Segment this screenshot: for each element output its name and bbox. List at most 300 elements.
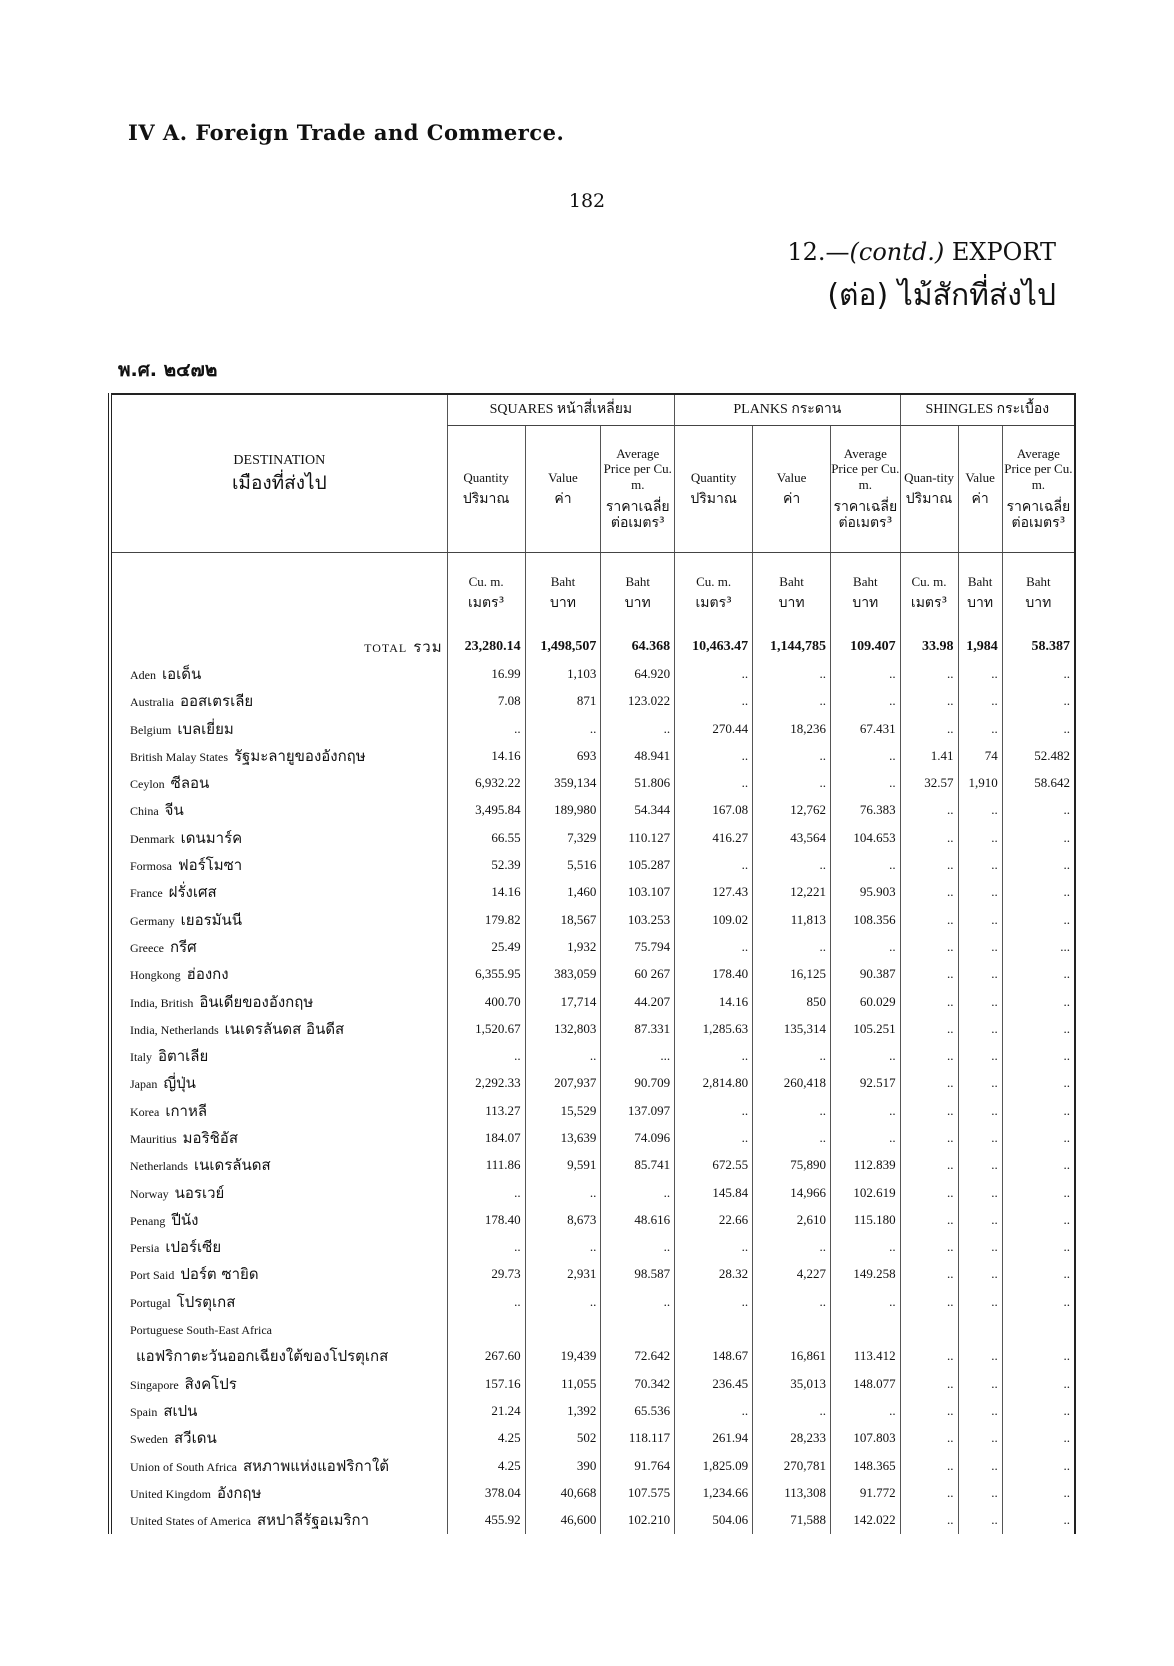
data-cell: .. bbox=[447, 1179, 525, 1206]
data-cell: .. bbox=[831, 1097, 901, 1124]
squares-avg-price-header-th: ราคาเฉลี่ยต่อเมตร³ bbox=[605, 498, 670, 532]
data-cell: .. bbox=[900, 1015, 958, 1042]
data-cell: .. bbox=[958, 1015, 1002, 1042]
table-row bbox=[110, 742, 1075, 769]
data-cell: .. bbox=[753, 1397, 831, 1424]
total-cell: 64.368 bbox=[601, 633, 675, 660]
data-cell: 118.117 bbox=[601, 1425, 675, 1452]
page-number: 182 bbox=[568, 190, 606, 212]
data-cell: 17,714 bbox=[525, 988, 601, 1015]
data-cell bbox=[525, 1315, 601, 1342]
data-cell: 13,639 bbox=[525, 1124, 601, 1151]
total-cell: 1,984 bbox=[958, 633, 1002, 660]
destination-th: เดนมาร์ค bbox=[180, 828, 243, 847]
data-cell: 184.07 bbox=[447, 1124, 525, 1151]
total-label-th: รวม bbox=[413, 637, 443, 656]
data-cell: .. bbox=[1002, 1097, 1075, 1124]
data-cell: .. bbox=[958, 660, 1002, 687]
data-cell: 54.344 bbox=[601, 797, 675, 824]
table-row bbox=[110, 1397, 1075, 1424]
data-cell: .. bbox=[753, 1124, 831, 1151]
data-cell: 44.207 bbox=[601, 988, 675, 1015]
data-cell: .. bbox=[958, 1452, 1002, 1479]
total-row bbox=[110, 633, 1075, 660]
destination-th: อังกฤษ bbox=[217, 1483, 262, 1502]
destination-cell bbox=[110, 1152, 447, 1179]
squares-quantity-header bbox=[447, 426, 525, 553]
table-row bbox=[110, 797, 1075, 824]
table-row bbox=[110, 1015, 1075, 1042]
data-cell: 260,418 bbox=[753, 1070, 831, 1097]
data-cell: .. bbox=[1002, 1425, 1075, 1452]
destination-th: ปอร์ต ซายิด bbox=[180, 1265, 259, 1284]
destination-th: สวีเดน bbox=[174, 1429, 217, 1448]
data-cell: .. bbox=[753, 933, 831, 960]
data-cell: 4.25 bbox=[447, 1425, 525, 1452]
data-cell: 18,567 bbox=[525, 906, 601, 933]
data-cell: .. bbox=[900, 1507, 958, 1534]
data-cell: 1,825.09 bbox=[675, 1452, 753, 1479]
data-cell: 90.387 bbox=[831, 961, 901, 988]
data-cell: .. bbox=[958, 824, 1002, 851]
data-cell: .. bbox=[601, 1288, 675, 1315]
data-cell: .. bbox=[447, 715, 525, 742]
data-cell: 91.772 bbox=[831, 1479, 901, 1506]
data-cell bbox=[601, 1315, 675, 1342]
data-cell: 48.616 bbox=[601, 1206, 675, 1233]
shingles-avg-price-header bbox=[1002, 426, 1075, 553]
data-cell: 11,813 bbox=[753, 906, 831, 933]
data-cell: 12,221 bbox=[753, 879, 831, 906]
data-cell: .. bbox=[675, 742, 753, 769]
data-cell: 416.27 bbox=[675, 824, 753, 851]
planks-value-header-th: ค่า bbox=[782, 491, 801, 508]
data-cell: .. bbox=[900, 1070, 958, 1097]
data-cell bbox=[958, 1315, 1002, 1342]
destination-cell bbox=[110, 906, 447, 933]
planks-value-header bbox=[753, 426, 831, 553]
data-cell: 145.84 bbox=[675, 1179, 753, 1206]
unit-th: บาท bbox=[624, 595, 651, 612]
total-cell: 10,463.47 bbox=[675, 633, 753, 660]
unit-en: Baht bbox=[779, 573, 804, 589]
data-cell: 28,233 bbox=[753, 1425, 831, 1452]
data-cell: .. bbox=[525, 1179, 601, 1206]
destination-en: Germany bbox=[130, 913, 175, 928]
data-cell: .. bbox=[831, 1124, 901, 1151]
unit-th: เมตร³ bbox=[467, 595, 505, 612]
destination-cell bbox=[110, 1234, 447, 1261]
data-cell bbox=[900, 1315, 958, 1342]
data-cell: .. bbox=[1002, 1124, 1075, 1151]
data-cell: .. bbox=[958, 688, 1002, 715]
shingles-unit-2 bbox=[1002, 553, 1075, 634]
data-cell: .. bbox=[1002, 1288, 1075, 1315]
data-cell: 91.764 bbox=[601, 1452, 675, 1479]
table-row bbox=[110, 1124, 1075, 1151]
destination-en: Ceylon bbox=[130, 777, 165, 792]
table-row bbox=[110, 769, 1075, 796]
table-row bbox=[110, 1042, 1075, 1069]
data-cell: 1,234.66 bbox=[675, 1479, 753, 1506]
planks-quantity-header bbox=[675, 426, 753, 553]
destination-th: เกาหลี bbox=[165, 1101, 208, 1120]
destination-en: Belgium bbox=[130, 722, 172, 737]
destination-th: ฟอร์โมซา bbox=[178, 856, 243, 875]
squares-avg-price-header bbox=[601, 426, 675, 553]
unit-en: Baht bbox=[853, 573, 878, 589]
table-row bbox=[110, 1315, 1075, 1342]
unit-spacer bbox=[110, 553, 447, 634]
table-row bbox=[110, 1479, 1075, 1506]
destination-cell bbox=[110, 1070, 447, 1097]
shingles-quantity-header-th: ปริมาณ bbox=[905, 491, 953, 508]
data-cell: .. bbox=[900, 688, 958, 715]
data-cell: 1,103 bbox=[525, 660, 601, 687]
destination-en: Greece bbox=[130, 940, 164, 955]
data-cell: .. bbox=[958, 1124, 1002, 1151]
data-cell: .. bbox=[1002, 1234, 1075, 1261]
data-cell: .. bbox=[1002, 1152, 1075, 1179]
data-cell: .. bbox=[958, 1234, 1002, 1261]
destination-cell bbox=[110, 769, 447, 796]
data-cell: 1,520.67 bbox=[447, 1015, 525, 1042]
data-cell: 74.096 bbox=[601, 1124, 675, 1151]
data-cell: .. bbox=[900, 1288, 958, 1315]
shingles-avg-price-header-th: ราคาเฉลี่ยต่อเมตร³ bbox=[1006, 498, 1071, 532]
data-cell: .. bbox=[831, 1288, 901, 1315]
destination-cell bbox=[110, 715, 447, 742]
data-cell: 70.342 bbox=[601, 1370, 675, 1397]
table-row bbox=[110, 1507, 1075, 1534]
destination-header-en: DESTINATION bbox=[233, 452, 326, 468]
destination-cell bbox=[110, 1097, 447, 1124]
data-cell: 14,966 bbox=[753, 1179, 831, 1206]
data-cell: .. bbox=[958, 906, 1002, 933]
data-cell: 16.99 bbox=[447, 660, 525, 687]
destination-en: Portugal bbox=[130, 1295, 171, 1310]
data-cell: .. bbox=[1002, 1479, 1075, 1506]
destination-th: สหปาลีรัฐอเมริกา bbox=[256, 1511, 370, 1530]
data-cell: .. bbox=[1002, 715, 1075, 742]
data-cell: 105.251 bbox=[831, 1015, 901, 1042]
data-cell: 18,236 bbox=[753, 715, 831, 742]
destination-th: สหภาพแห่งแอฟริกาใต้ bbox=[243, 1456, 390, 1475]
destination-en: United Kingdom bbox=[130, 1486, 211, 1501]
unit-th: บาท bbox=[852, 595, 879, 612]
data-cell: .. bbox=[900, 797, 958, 824]
data-cell: .. bbox=[1002, 1179, 1075, 1206]
destination-en: Port Said bbox=[130, 1268, 175, 1283]
data-cell: .. bbox=[675, 769, 753, 796]
data-cell: 1,392 bbox=[525, 1397, 601, 1424]
data-cell: 105.287 bbox=[601, 851, 675, 878]
unit-en: Baht bbox=[967, 573, 993, 589]
destination-en: Italy bbox=[130, 1050, 152, 1065]
destination-cell bbox=[110, 1370, 447, 1397]
data-cell: .. bbox=[753, 1288, 831, 1315]
data-cell: .. bbox=[900, 879, 958, 906]
shingles-avg-price-header-en: Average Price per Cu. m. bbox=[1004, 445, 1073, 492]
table-row bbox=[110, 1152, 1075, 1179]
destination-en: Australia bbox=[130, 695, 174, 710]
data-cell: 455.92 bbox=[447, 1507, 525, 1534]
data-cell: 14.16 bbox=[447, 742, 525, 769]
data-cell: 4.25 bbox=[447, 1452, 525, 1479]
data-cell: 72.642 bbox=[601, 1343, 675, 1370]
data-cell bbox=[675, 1315, 753, 1342]
destination-th: เบลเยี่ยม bbox=[177, 719, 234, 738]
shingles-value-header-th: ค่า bbox=[971, 491, 989, 508]
destination-en: Mauritius bbox=[130, 1131, 177, 1146]
table-contd: (contd.) bbox=[849, 238, 945, 266]
table-row bbox=[110, 688, 1075, 715]
year-label: พ.ศ. ๒๔๗๒ bbox=[118, 359, 218, 381]
data-cell: 95.903 bbox=[831, 879, 901, 906]
table-row bbox=[110, 660, 1075, 687]
total-cell: 23,280.14 bbox=[447, 633, 525, 660]
data-cell: .. bbox=[525, 1042, 601, 1069]
data-cell: .. bbox=[1002, 851, 1075, 878]
data-cell: 2,292.33 bbox=[447, 1070, 525, 1097]
destination-en: Union of South Africa bbox=[130, 1459, 237, 1474]
destination-en: India, British bbox=[130, 995, 194, 1010]
unit-th: บาท bbox=[1025, 595, 1052, 612]
data-cell: 2,931 bbox=[525, 1261, 601, 1288]
data-cell: .. bbox=[1002, 824, 1075, 851]
destination-th: เปอร์เซีย bbox=[165, 1238, 222, 1257]
data-cell: .. bbox=[1002, 1042, 1075, 1069]
table-heading bbox=[787, 238, 1056, 266]
data-cell: 112.839 bbox=[831, 1152, 901, 1179]
total-cell: 109.407 bbox=[831, 633, 901, 660]
destination-th: สิงคโปร bbox=[184, 1374, 237, 1393]
data-cell: .. bbox=[900, 961, 958, 988]
destination-cell bbox=[110, 879, 447, 906]
planks-quantity-header-en: Quantity bbox=[690, 469, 737, 485]
data-cell: .. bbox=[1002, 1261, 1075, 1288]
table-row bbox=[110, 851, 1075, 878]
destination-th: นอรเวย์ bbox=[174, 1183, 225, 1202]
data-cell: 58.642 bbox=[1002, 769, 1075, 796]
destination-cell bbox=[110, 1397, 447, 1424]
destination-th: เนเดรลันดส bbox=[193, 1156, 271, 1175]
unit-en: Baht bbox=[625, 573, 651, 589]
data-cell: 148.67 bbox=[675, 1343, 753, 1370]
table-row bbox=[110, 1206, 1075, 1233]
data-cell: 52.39 bbox=[447, 851, 525, 878]
data-cell: 85.741 bbox=[601, 1152, 675, 1179]
shingles-quantity-header-en: Quan-tity bbox=[904, 469, 954, 485]
data-cell: 66.55 bbox=[447, 824, 525, 851]
data-cell: .. bbox=[958, 1507, 1002, 1534]
total-cell: 1,498,507 bbox=[525, 633, 601, 660]
destination-cell bbox=[110, 1042, 447, 1069]
data-cell: .. bbox=[958, 851, 1002, 878]
data-cell: 51.806 bbox=[601, 769, 675, 796]
destination-th: เอเด็น bbox=[162, 664, 202, 683]
unit-en: Cu. m. bbox=[911, 573, 947, 589]
destination-en: British Malay States bbox=[130, 749, 228, 764]
shingles-quantity-header bbox=[900, 426, 958, 553]
data-cell: .. bbox=[525, 1234, 601, 1261]
data-cell: 400.70 bbox=[447, 988, 525, 1015]
data-cell: .. bbox=[900, 1042, 958, 1069]
shingles-unit-0 bbox=[900, 553, 958, 634]
data-cell: .. bbox=[1002, 1343, 1075, 1370]
data-cell: 178.40 bbox=[675, 961, 753, 988]
data-cell: .. bbox=[525, 1288, 601, 1315]
data-cell: .. bbox=[900, 1479, 958, 1506]
data-cell: 43,564 bbox=[753, 824, 831, 851]
table-row bbox=[110, 1097, 1075, 1124]
destination-header bbox=[110, 394, 447, 553]
planks-unit-2 bbox=[831, 553, 901, 634]
data-cell: 12,762 bbox=[753, 797, 831, 824]
table-row bbox=[110, 715, 1075, 742]
data-cell: 115.180 bbox=[831, 1206, 901, 1233]
data-cell: 148.365 bbox=[831, 1452, 901, 1479]
data-cell: .. bbox=[831, 688, 901, 715]
unit-th: บาท bbox=[778, 595, 805, 612]
data-cell: .. bbox=[675, 1124, 753, 1151]
data-cell: 672.55 bbox=[675, 1152, 753, 1179]
destination-th: แอฟริกาตะวันออกเฉียงใต้ของโปรตุเกส bbox=[136, 1347, 389, 1366]
group-shingles-header: SHINGLES กระเบื้อง bbox=[900, 394, 1075, 426]
data-cell: 98.587 bbox=[601, 1261, 675, 1288]
data-cell: .. bbox=[753, 1042, 831, 1069]
data-cell: 15,529 bbox=[525, 1097, 601, 1124]
data-cell: .. bbox=[831, 851, 901, 878]
destination-cell bbox=[110, 1288, 447, 1315]
data-cell: .. bbox=[1002, 660, 1075, 687]
unit-th: เมตร³ bbox=[910, 595, 948, 612]
data-cell: .. bbox=[831, 769, 901, 796]
destination-en: Persia bbox=[130, 1241, 160, 1256]
table-row bbox=[110, 933, 1075, 960]
data-cell: .. bbox=[1002, 1206, 1075, 1233]
data-cell: 123.022 bbox=[601, 688, 675, 715]
data-cell: 167.08 bbox=[675, 797, 753, 824]
data-cell: 383,059 bbox=[525, 961, 601, 988]
destination-cell bbox=[110, 1206, 447, 1233]
data-cell: 25.49 bbox=[447, 933, 525, 960]
data-cell: 71,588 bbox=[753, 1507, 831, 1534]
data-cell: .. bbox=[900, 906, 958, 933]
data-cell: 148.077 bbox=[831, 1370, 901, 1397]
destination-cell bbox=[110, 851, 447, 878]
data-cell: .. bbox=[900, 1234, 958, 1261]
data-cell: 267.60 bbox=[447, 1343, 525, 1370]
total-cell: 33.98 bbox=[900, 633, 958, 660]
data-cell: 207,937 bbox=[525, 1070, 601, 1097]
data-cell: .. bbox=[831, 660, 901, 687]
data-cell: 137.097 bbox=[601, 1097, 675, 1124]
data-cell: .. bbox=[958, 1479, 1002, 1506]
destination-en: Norway bbox=[130, 1186, 169, 1201]
destination-en: United States of America bbox=[130, 1514, 251, 1529]
destination-th: มอริชิอัส bbox=[182, 1128, 238, 1147]
data-cell: 8,673 bbox=[525, 1206, 601, 1233]
destination-th: ปีนัง bbox=[171, 1210, 199, 1229]
data-cell: 5,516 bbox=[525, 851, 601, 878]
data-cell: .. bbox=[753, 688, 831, 715]
data-cell: 48.941 bbox=[601, 742, 675, 769]
data-cell: .. bbox=[831, 742, 901, 769]
data-cell: 142.022 bbox=[831, 1507, 901, 1534]
destination-cell bbox=[110, 988, 447, 1015]
data-cell: 46,600 bbox=[525, 1507, 601, 1534]
planks-unit-1 bbox=[753, 553, 831, 634]
squares-value-header-th: ค่า bbox=[554, 491, 572, 508]
data-cell: .. bbox=[601, 1234, 675, 1261]
data-cell: 157.16 bbox=[447, 1370, 525, 1397]
data-cell bbox=[831, 1315, 901, 1342]
table-row bbox=[110, 1370, 1075, 1397]
data-cell: 2,610 bbox=[753, 1206, 831, 1233]
destination-en: Korea bbox=[130, 1104, 160, 1119]
data-cell: .. bbox=[1002, 988, 1075, 1015]
data-cell: 6,932.22 bbox=[447, 769, 525, 796]
destination-th: ฝรั่งเศส bbox=[168, 883, 217, 902]
data-cell: .. bbox=[675, 660, 753, 687]
table-row bbox=[110, 1288, 1075, 1315]
data-cell: .. bbox=[1002, 879, 1075, 906]
data-cell: 132,803 bbox=[525, 1015, 601, 1042]
destination-cell bbox=[110, 660, 447, 687]
data-cell: .. bbox=[675, 933, 753, 960]
data-cell: .. bbox=[1002, 1397, 1075, 1424]
data-cell: .. bbox=[900, 1097, 958, 1124]
data-cell: .. bbox=[900, 660, 958, 687]
destination-en: Netherlands bbox=[130, 1159, 188, 1174]
data-cell: .. bbox=[958, 1070, 1002, 1097]
data-cell: .. bbox=[958, 1097, 1002, 1124]
destination-en: China bbox=[130, 804, 159, 819]
data-cell: .. bbox=[675, 1042, 753, 1069]
planks-value-header-en: Value bbox=[776, 469, 807, 485]
data-cell: .. bbox=[900, 824, 958, 851]
table-row bbox=[110, 988, 1075, 1015]
destination-en: Hongkong bbox=[130, 968, 181, 983]
data-cell: .. bbox=[900, 1206, 958, 1233]
destination-cell bbox=[110, 961, 447, 988]
table-row bbox=[110, 1234, 1075, 1261]
data-cell: .. bbox=[958, 1206, 1002, 1233]
table-row bbox=[110, 1452, 1075, 1479]
data-cell: .. bbox=[900, 1124, 958, 1151]
data-cell: 110.127 bbox=[601, 824, 675, 851]
data-cell: .. bbox=[753, 1234, 831, 1261]
data-cell: 113.412 bbox=[831, 1343, 901, 1370]
squares-value-header bbox=[525, 426, 601, 553]
data-cell: 502 bbox=[525, 1425, 601, 1452]
section-title: IV A. Foreign Trade and Commerce. bbox=[128, 120, 565, 145]
data-cell: 1,932 bbox=[525, 933, 601, 960]
data-cell: .. bbox=[1002, 1507, 1075, 1534]
data-cell: .. bbox=[958, 1397, 1002, 1424]
data-cell: .. bbox=[675, 688, 753, 715]
table-row bbox=[110, 824, 1075, 851]
destination-en: Spain bbox=[130, 1404, 158, 1419]
data-cell: .. bbox=[900, 988, 958, 1015]
data-cell: .. bbox=[958, 1425, 1002, 1452]
destination-cell bbox=[110, 933, 447, 960]
unit-en: Baht bbox=[1026, 573, 1051, 589]
shingles-value-header-en: Value bbox=[965, 469, 995, 485]
table-row bbox=[110, 1070, 1075, 1097]
data-cell: 1,460 bbox=[525, 879, 601, 906]
